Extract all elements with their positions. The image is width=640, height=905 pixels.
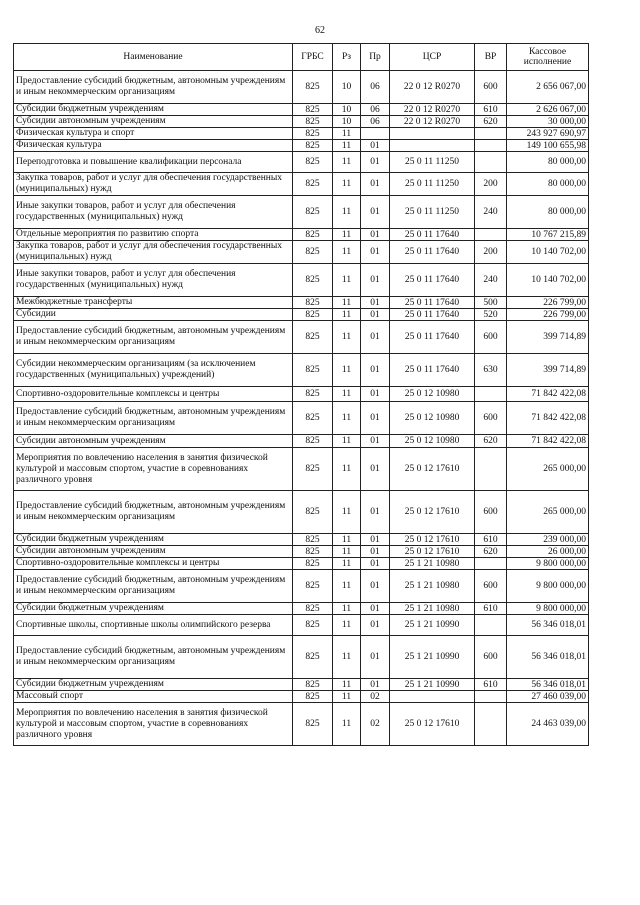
cell-grbs: 825 bbox=[293, 491, 333, 534]
cell-pr: 01 bbox=[361, 354, 390, 387]
cell-pr: 01 bbox=[361, 196, 390, 229]
cell-grbs: 825 bbox=[293, 116, 333, 128]
cell-grbs: 825 bbox=[293, 402, 333, 435]
cell-name: Субсидии бюджетным учреждениям bbox=[14, 104, 293, 116]
cell-rz: 11 bbox=[333, 229, 361, 241]
cell-rz: 11 bbox=[333, 402, 361, 435]
cell-rz: 11 bbox=[333, 152, 361, 173]
cell-name: Субсидии бюджетным учреждениям bbox=[14, 679, 293, 691]
cell-grbs: 825 bbox=[293, 309, 333, 321]
cell-vr: 200 bbox=[475, 173, 507, 196]
cell-amount: 80 000,00 bbox=[507, 152, 589, 173]
cell-vr bbox=[475, 152, 507, 173]
cell-name: Спортивно-оздоровительные комплексы и центры bbox=[14, 558, 293, 570]
cell-name: Субсидии бюджетным учреждениям bbox=[14, 603, 293, 615]
cell-grbs: 825 bbox=[293, 387, 333, 402]
cell-amount: 9 800 000,00 bbox=[507, 558, 589, 570]
cell-name: Предоставление субсидий бюджетным, автономным учреждениям и иным некоммерческим организациям bbox=[14, 402, 293, 435]
cell-pr: 01 bbox=[361, 435, 390, 448]
cell-pr: 01 bbox=[361, 448, 390, 491]
cell-vr: 200 bbox=[475, 241, 507, 264]
cell-pr: 06 bbox=[361, 116, 390, 128]
cell-pr: 01 bbox=[361, 297, 390, 309]
cell-rz: 11 bbox=[333, 241, 361, 264]
page-number: 62 bbox=[315, 25, 325, 36]
table-row bbox=[14, 229, 589, 241]
table-row bbox=[14, 603, 589, 615]
cell-amount: 239 000,00 bbox=[507, 534, 589, 546]
cell-rz: 11 bbox=[333, 297, 361, 309]
cell-amount: 80 000,00 bbox=[507, 196, 589, 229]
cell-amount: 226 799,00 bbox=[507, 297, 589, 309]
cell-rz: 10 bbox=[333, 104, 361, 116]
cell-vr: 610 bbox=[475, 679, 507, 691]
table-row bbox=[14, 703, 589, 746]
cell-grbs: 825 bbox=[293, 354, 333, 387]
table-row bbox=[14, 615, 589, 636]
cell-amount: 265 000,00 bbox=[507, 491, 589, 534]
table-row bbox=[14, 636, 589, 679]
cell-vr: 240 bbox=[475, 196, 507, 229]
table-row bbox=[14, 679, 589, 691]
cell-vr bbox=[475, 691, 507, 703]
cell-rz: 11 bbox=[333, 603, 361, 615]
cell-grbs: 825 bbox=[293, 241, 333, 264]
cell-amount: 80 000,00 bbox=[507, 173, 589, 196]
cell-vr bbox=[475, 448, 507, 491]
cell-csr: 25 0 11 11250 bbox=[390, 152, 475, 173]
cell-pr bbox=[361, 128, 390, 140]
cell-csr: 25 1 21 10990 bbox=[390, 679, 475, 691]
col-header-csr: ЦСР bbox=[390, 44, 475, 71]
cell-name: Предоставление субсидий бюджетным, автономным учреждениям и иным некоммерческим организациям bbox=[14, 321, 293, 354]
cell-grbs: 825 bbox=[293, 196, 333, 229]
cell-grbs: 825 bbox=[293, 71, 333, 104]
table-row bbox=[14, 321, 589, 354]
cell-pr: 01 bbox=[361, 491, 390, 534]
cell-rz: 11 bbox=[333, 703, 361, 746]
cell-amount: 243 927 690,97 bbox=[507, 128, 589, 140]
cell-csr: 25 0 12 17610 bbox=[390, 534, 475, 546]
cell-pr: 01 bbox=[361, 152, 390, 173]
cell-rz: 11 bbox=[333, 264, 361, 297]
cell-name: Предоставление субсидий бюджетным, автономным учреждениям и иным некоммерческим организациям bbox=[14, 636, 293, 679]
table-row bbox=[14, 534, 589, 546]
cell-rz: 11 bbox=[333, 691, 361, 703]
cell-grbs: 825 bbox=[293, 570, 333, 603]
cell-name: Мероприятия по вовлечению населения в занятия физической культурой и массовым спортом, участие в соревнованиях различного уровня bbox=[14, 448, 293, 491]
cell-name: Субсидии бюджетным учреждениям bbox=[14, 534, 293, 546]
cell-grbs: 825 bbox=[293, 173, 333, 196]
cell-csr: 25 0 11 17640 bbox=[390, 297, 475, 309]
col-header-name: Наименование bbox=[14, 44, 293, 71]
cell-grbs: 825 bbox=[293, 264, 333, 297]
cell-vr: 600 bbox=[475, 570, 507, 603]
cell-vr: 610 bbox=[475, 603, 507, 615]
cell-csr: 25 0 12 17610 bbox=[390, 546, 475, 558]
cell-csr: 25 0 11 17640 bbox=[390, 241, 475, 264]
cell-amount: 10 767 215,89 bbox=[507, 229, 589, 241]
cell-amount: 26 000,00 bbox=[507, 546, 589, 558]
cell-grbs: 825 bbox=[293, 448, 333, 491]
cell-amount: 27 460 039,00 bbox=[507, 691, 589, 703]
cell-pr: 01 bbox=[361, 229, 390, 241]
cell-rz: 11 bbox=[333, 354, 361, 387]
cell-csr: 25 0 11 17640 bbox=[390, 229, 475, 241]
cell-rz: 10 bbox=[333, 116, 361, 128]
cell-pr: 01 bbox=[361, 615, 390, 636]
cell-vr: 620 bbox=[475, 435, 507, 448]
cell-name: Субсидии автономным учреждениям bbox=[14, 546, 293, 558]
cell-name: Иные закупки товаров, работ и услуг для обеспечения государственных (муниципальных) нужд bbox=[14, 264, 293, 297]
cell-pr: 01 bbox=[361, 570, 390, 603]
cell-pr: 01 bbox=[361, 140, 390, 152]
cell-csr: 25 0 12 10980 bbox=[390, 402, 475, 435]
cell-amount: 71 842 422,08 bbox=[507, 387, 589, 402]
cell-amount: 226 799,00 bbox=[507, 309, 589, 321]
table-header-row bbox=[14, 44, 589, 71]
cell-name: Субсидии некоммерческим организациям (за исключением государственных (муниципальных) учреждений) bbox=[14, 354, 293, 387]
table-row bbox=[14, 402, 589, 435]
cell-vr bbox=[475, 229, 507, 241]
cell-name: Предоставление субсидий бюджетным, автономным учреждениям и иным некоммерческим организациям bbox=[14, 570, 293, 603]
cell-amount: 2 656 067,00 bbox=[507, 71, 589, 104]
cell-vr: 500 bbox=[475, 297, 507, 309]
cell-amount: 56 346 018,01 bbox=[507, 636, 589, 679]
cell-amount: 71 842 422,08 bbox=[507, 435, 589, 448]
cell-amount: 2 626 067,00 bbox=[507, 104, 589, 116]
cell-grbs: 825 bbox=[293, 691, 333, 703]
cell-amount: 265 000,00 bbox=[507, 448, 589, 491]
cell-amount: 71 842 422,08 bbox=[507, 402, 589, 435]
table-row bbox=[14, 128, 589, 140]
cell-grbs: 825 bbox=[293, 679, 333, 691]
cell-pr: 02 bbox=[361, 703, 390, 746]
cell-vr: 600 bbox=[475, 321, 507, 354]
cell-rz: 11 bbox=[333, 309, 361, 321]
cell-pr: 01 bbox=[361, 546, 390, 558]
table-row bbox=[14, 71, 589, 104]
cell-grbs: 825 bbox=[293, 703, 333, 746]
table-row bbox=[14, 241, 589, 264]
cell-vr bbox=[475, 387, 507, 402]
cell-name: Предоставление субсидий бюджетным, автономным учреждениям и иным некоммерческим организациям bbox=[14, 71, 293, 104]
cell-pr: 01 bbox=[361, 173, 390, 196]
cell-pr: 01 bbox=[361, 558, 390, 570]
table-row bbox=[14, 173, 589, 196]
cell-pr: 01 bbox=[361, 321, 390, 354]
cell-amount: 56 346 018,01 bbox=[507, 679, 589, 691]
budget-table bbox=[13, 43, 589, 746]
cell-name: Мероприятия по вовлечению населения в занятия физической культурой и массовым спортом, участие в соревнованиях различного уровня bbox=[14, 703, 293, 746]
cell-grbs: 825 bbox=[293, 321, 333, 354]
cell-amount: 399 714,89 bbox=[507, 354, 589, 387]
table-row bbox=[14, 546, 589, 558]
cell-vr: 520 bbox=[475, 309, 507, 321]
cell-name: Массовый спорт bbox=[14, 691, 293, 703]
cell-rz: 11 bbox=[333, 679, 361, 691]
cell-csr bbox=[390, 140, 475, 152]
cell-grbs: 825 bbox=[293, 128, 333, 140]
table-row bbox=[14, 491, 589, 534]
cell-csr: 25 0 11 17640 bbox=[390, 309, 475, 321]
table-row bbox=[14, 558, 589, 570]
cell-grbs: 825 bbox=[293, 297, 333, 309]
cell-pr: 02 bbox=[361, 691, 390, 703]
cell-vr: 600 bbox=[475, 491, 507, 534]
cell-name: Закупка товаров, работ и услуг для обеспечения государственных (муниципальных) нужд bbox=[14, 173, 293, 196]
cell-vr bbox=[475, 615, 507, 636]
cell-name: Субсидии автономным учреждениям bbox=[14, 116, 293, 128]
cell-name: Межбюджетные трансферты bbox=[14, 297, 293, 309]
cell-rz: 11 bbox=[333, 448, 361, 491]
table-row bbox=[14, 104, 589, 116]
cell-csr: 25 1 21 10990 bbox=[390, 636, 475, 679]
cell-csr: 25 1 21 10980 bbox=[390, 558, 475, 570]
cell-rz: 11 bbox=[333, 140, 361, 152]
cell-name: Отдельные мероприятия по развитию спорта bbox=[14, 229, 293, 241]
cell-pr: 01 bbox=[361, 309, 390, 321]
cell-rz: 11 bbox=[333, 435, 361, 448]
cell-csr: 22 0 12 R0270 bbox=[390, 104, 475, 116]
cell-amount: 9 800 000,00 bbox=[507, 603, 589, 615]
cell-csr: 22 0 12 R0270 bbox=[390, 71, 475, 104]
cell-pr: 01 bbox=[361, 402, 390, 435]
cell-pr: 01 bbox=[361, 679, 390, 691]
cell-csr bbox=[390, 128, 475, 140]
cell-csr: 25 0 11 17640 bbox=[390, 354, 475, 387]
cell-name: Субсидии автономным учреждениям bbox=[14, 435, 293, 448]
cell-grbs: 825 bbox=[293, 104, 333, 116]
cell-grbs: 825 bbox=[293, 558, 333, 570]
cell-rz: 11 bbox=[333, 570, 361, 603]
col-header-vr: ВР bbox=[475, 44, 507, 71]
cell-vr: 240 bbox=[475, 264, 507, 297]
cell-rz: 11 bbox=[333, 534, 361, 546]
cell-csr: 25 0 11 11250 bbox=[390, 173, 475, 196]
cell-vr: 600 bbox=[475, 402, 507, 435]
cell-csr: 25 0 12 10980 bbox=[390, 387, 475, 402]
cell-grbs: 825 bbox=[293, 534, 333, 546]
cell-vr: 610 bbox=[475, 534, 507, 546]
cell-pr: 01 bbox=[361, 636, 390, 679]
cell-vr bbox=[475, 128, 507, 140]
cell-amount: 9 800 000,00 bbox=[507, 570, 589, 603]
cell-pr: 06 bbox=[361, 104, 390, 116]
cell-amount: 30 000,00 bbox=[507, 116, 589, 128]
cell-csr: 25 1 21 10980 bbox=[390, 603, 475, 615]
table-row bbox=[14, 309, 589, 321]
cell-name: Физическая культура bbox=[14, 140, 293, 152]
cell-csr: 25 0 12 17610 bbox=[390, 703, 475, 746]
cell-amount: 24 463 039,00 bbox=[507, 703, 589, 746]
col-header-pr: Пр bbox=[361, 44, 390, 71]
cell-vr bbox=[475, 703, 507, 746]
table-row bbox=[14, 570, 589, 603]
cell-csr: 22 0 12 R0270 bbox=[390, 116, 475, 128]
cell-grbs: 825 bbox=[293, 615, 333, 636]
cell-amount: 149 100 655,98 bbox=[507, 140, 589, 152]
table-row bbox=[14, 354, 589, 387]
cell-name: Предоставление субсидий бюджетным, автономным учреждениям и иным некоммерческим организациям bbox=[14, 491, 293, 534]
cell-csr: 25 0 11 11250 bbox=[390, 196, 475, 229]
cell-rz: 11 bbox=[333, 636, 361, 679]
cell-csr: 25 0 12 17610 bbox=[390, 491, 475, 534]
cell-csr: 25 1 21 10980 bbox=[390, 570, 475, 603]
cell-vr: 600 bbox=[475, 636, 507, 679]
cell-amount: 10 140 702,00 bbox=[507, 241, 589, 264]
table-row bbox=[14, 691, 589, 703]
cell-name: Спортивные школы, спортивные школы олимпийского резерва bbox=[14, 615, 293, 636]
cell-grbs: 825 bbox=[293, 152, 333, 173]
cell-rz: 11 bbox=[333, 491, 361, 534]
table-row bbox=[14, 116, 589, 128]
table-row bbox=[14, 264, 589, 297]
cell-name: Переподготовка и повышение квалификации персонала bbox=[14, 152, 293, 173]
col-header-rz: Рз bbox=[333, 44, 361, 71]
cell-rz: 11 bbox=[333, 387, 361, 402]
cell-csr: 25 0 11 17640 bbox=[390, 264, 475, 297]
cell-csr: 25 1 21 10990 bbox=[390, 615, 475, 636]
col-header-amount: Кассовое исполнение bbox=[507, 44, 589, 71]
table-row bbox=[14, 297, 589, 309]
table-row bbox=[14, 435, 589, 448]
cell-amount: 399 714,89 bbox=[507, 321, 589, 354]
cell-rz: 11 bbox=[333, 173, 361, 196]
cell-name: Субсидии bbox=[14, 309, 293, 321]
cell-name: Спортивно-оздоровительные комплексы и центры bbox=[14, 387, 293, 402]
cell-rz: 11 bbox=[333, 615, 361, 636]
cell-vr bbox=[475, 140, 507, 152]
table-row bbox=[14, 140, 589, 152]
cell-name: Иные закупки товаров, работ и услуг для обеспечения государственных (муниципальных) нужд bbox=[14, 196, 293, 229]
cell-csr: 25 0 11 17640 bbox=[390, 321, 475, 354]
cell-vr bbox=[475, 558, 507, 570]
cell-rz: 11 bbox=[333, 321, 361, 354]
cell-pr: 01 bbox=[361, 264, 390, 297]
cell-pr: 01 bbox=[361, 387, 390, 402]
cell-vr: 620 bbox=[475, 546, 507, 558]
cell-grbs: 825 bbox=[293, 140, 333, 152]
table-row bbox=[14, 196, 589, 229]
cell-grbs: 825 bbox=[293, 435, 333, 448]
cell-grbs: 825 bbox=[293, 229, 333, 241]
cell-rz: 11 bbox=[333, 558, 361, 570]
cell-rz: 11 bbox=[333, 196, 361, 229]
cell-vr: 620 bbox=[475, 116, 507, 128]
cell-vr: 600 bbox=[475, 71, 507, 104]
cell-grbs: 825 bbox=[293, 636, 333, 679]
cell-vr: 630 bbox=[475, 354, 507, 387]
cell-amount: 56 346 018,01 bbox=[507, 615, 589, 636]
cell-rz: 10 bbox=[333, 71, 361, 104]
cell-pr: 01 bbox=[361, 534, 390, 546]
cell-csr: 25 0 12 10980 bbox=[390, 435, 475, 448]
cell-pr: 01 bbox=[361, 603, 390, 615]
cell-name: Физическая культура и спорт bbox=[14, 128, 293, 140]
col-header-grbs: ГРБС bbox=[293, 44, 333, 71]
table-row bbox=[14, 448, 589, 491]
cell-grbs: 825 bbox=[293, 546, 333, 558]
cell-csr: 25 0 12 17610 bbox=[390, 448, 475, 491]
cell-pr: 06 bbox=[361, 71, 390, 104]
cell-vr: 610 bbox=[475, 104, 507, 116]
cell-amount: 10 140 702,00 bbox=[507, 264, 589, 297]
cell-rz: 11 bbox=[333, 546, 361, 558]
cell-name: Закупка товаров, работ и услуг для обеспечения государственных (муниципальных) нужд bbox=[14, 241, 293, 264]
cell-pr: 01 bbox=[361, 241, 390, 264]
cell-csr bbox=[390, 691, 475, 703]
table-row bbox=[14, 387, 589, 402]
table-row bbox=[14, 152, 589, 173]
cell-grbs: 825 bbox=[293, 603, 333, 615]
cell-rz: 11 bbox=[333, 128, 361, 140]
